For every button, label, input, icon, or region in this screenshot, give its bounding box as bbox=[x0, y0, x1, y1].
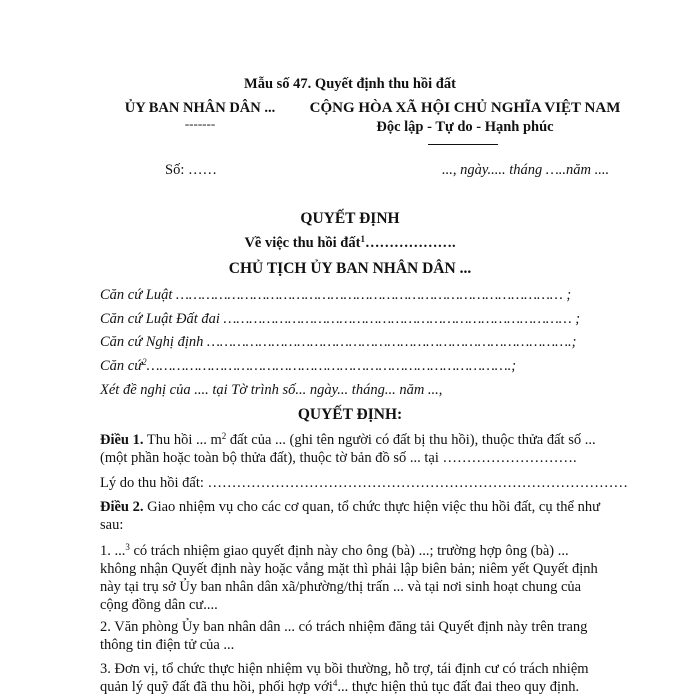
article-2: Điều 2. Giao nhiệm vụ cho các cơ quan, tổ chức thực hiện việc thu hồi đất, cụ thể như sau: bbox=[100, 499, 600, 534]
basis-line-1: Căn cứ Luật ……………………………………………………………………………… ; bbox=[100, 287, 572, 303]
decision-title: QUYẾT ĐỊNH bbox=[300, 210, 400, 227]
authority-divider: ------- bbox=[184, 116, 216, 131]
article-2-item-2: 2. Văn phòng Ủy ban nhân dân ... có trách nhiệm đăng tải Quyết định này trên trang thông tin điện tử của ... bbox=[100, 619, 588, 654]
basis-proposal: Xét đề nghị của .... tại Tờ trình số... ngày... tháng... năm ..., bbox=[100, 382, 443, 398]
basis-line-3: Căn cứ Nghị định ………………………………………………………………………….; bbox=[100, 334, 577, 350]
country-name: CỘNG HÒA XÃ HỘI CHỦ NGHĨA VIỆT NAM bbox=[309, 100, 621, 116]
article-1: Điều 1. Thu hồi ... $m^2$ đất của ... (ghi tên người có đất bị thu hồi), thuộc thửa đất số ... (một phần hoặc toàn bộ thửa đất), thuộc tờ bản đồ số ... tại ………………………. bbox=[100, 431, 596, 467]
article-2-item-3: 3. Đơn vị, tổ chức thực hiện nhiệm vụ bồi thường, hỗ trợ, tái định cư có trách nhiệm quản lý quỹ đất đã thu hồi, phối hợp với$^4$... thực hiện thủ tục đất đai theo quy định. bbox=[100, 661, 589, 696]
decision-subject: Về việc thu hồi đất$^1$………………. bbox=[244, 234, 456, 251]
authority-name: ỦY BAN NHÂN DÂN ... bbox=[124, 100, 276, 116]
decision-issuer: CHỦ TỊCH ỦY BAN NHÂN DÂN ... bbox=[228, 260, 472, 277]
date-line: ..., ngày..... tháng …..năm .... bbox=[442, 162, 610, 178]
national-motto: Độc lập - Tự do - Hạnh phúc bbox=[376, 119, 554, 135]
article-1-reason: Lý do thu hồi đất: …………………………………………………………………………… bbox=[100, 475, 629, 491]
decides-heading: QUYẾT ĐỊNH: bbox=[297, 406, 403, 423]
motto-underline bbox=[428, 144, 498, 145]
document-number: Số: …… bbox=[165, 162, 217, 178]
basis-line-4: Căn cứ$^2$………………………………………………………………………….; bbox=[100, 357, 517, 374]
form-title: Mẫu số 47. Quyết định thu hồi đất bbox=[244, 76, 456, 92]
article-2-item-1: 1. ...$^3$ có trách nhiệm giao quyết định này cho ông (bà) ...; trường hợp ông (bà) ... không nhận Quyết định này hoặc vắng mặt thì phải lập biên bản; niêm yết Quyết định này tại trụ sở Ủy ban nhân dân xã/phường/thị trấn ... và tại nơi sinh hoạt chung của cộng đồng dân cư.... bbox=[100, 542, 598, 614]
basis-line-2: Căn cứ Luật Đất đai ……………………………………………………………………… ; bbox=[100, 311, 581, 327]
